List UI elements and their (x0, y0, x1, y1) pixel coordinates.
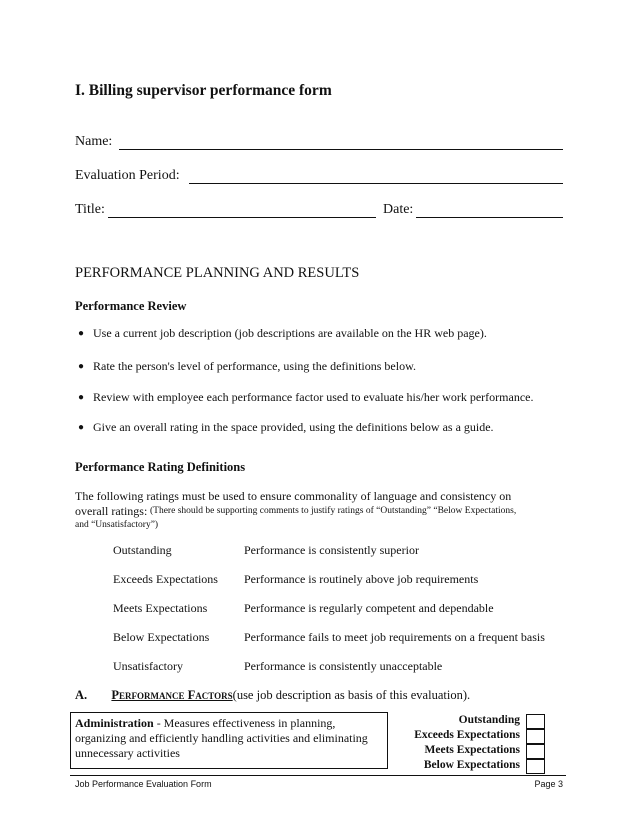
performance-factors-title: Performance Factors (111, 688, 233, 702)
date-label: Date: (383, 202, 414, 217)
bullet-icon: ● (78, 361, 85, 372)
rating-option-label: Meets Expectations (424, 744, 520, 756)
rating-checkbox-outstanding[interactable] (526, 714, 545, 729)
performance-factors-heading (75, 688, 470, 703)
definitions-intro-note: (There should be supporting comments to justify ratings of “Outstanding” “Below Expectations, (150, 506, 517, 516)
definitions-intro-line-1: The following ratings must be used to ensure commonality of language and consistency on (75, 489, 512, 503)
administration-text: organizing and efficiently handling activities and eliminating (75, 731, 368, 745)
administration-text: - Measures effectiveness in planning, (153, 716, 336, 730)
administration-box (70, 712, 388, 769)
rating-option-label: Outstanding (458, 714, 520, 726)
rating-name: Exceeds Expectations (113, 572, 218, 586)
rating-description: Performance is consistently unacceptable (244, 659, 443, 673)
rating-option-label: Exceeds Expectations (414, 729, 520, 741)
administration-text: unnecessary activities (75, 746, 180, 760)
performance-review-heading: Performance Review (75, 299, 187, 313)
rating-checkbox-exceeds[interactable] (526, 729, 545, 744)
rating-definitions-heading: Performance Rating Definitions (75, 460, 246, 474)
rating-name: Unsatisfactory (113, 659, 183, 673)
performance-factors-note: (use job description as basis of this evaluation). (232, 688, 471, 702)
bullet-icon: ● (78, 392, 85, 403)
rating-name: Below Expectations (113, 630, 210, 644)
rating-name: Meets Expectations (113, 601, 208, 615)
bullet-icon: ● (78, 422, 85, 433)
name-field[interactable] (119, 149, 563, 150)
section-heading-planning: PERFORMANCE PLANNING AND RESULTS (75, 265, 360, 281)
rating-name: Outstanding (113, 543, 172, 557)
page-title: I. Billing supervisor performance form (75, 82, 332, 99)
title-label: Title: (75, 202, 105, 217)
list-item: Give an overall rating in the space provided, using the definitions below as a guide. (93, 420, 494, 434)
title-field[interactable] (108, 217, 376, 218)
rating-option-label: Below Expectations (423, 759, 520, 771)
rating-checkbox-meets[interactable] (526, 744, 545, 759)
footer-document-title: Job Performance Evaluation Form (75, 779, 212, 789)
rating-description: Performance fails to meet job requirements on a frequent basis (244, 630, 545, 644)
rating-description: Performance is regularly competent and dependable (244, 601, 494, 615)
evaluation-period-label: Evaluation Period: (75, 168, 180, 183)
list-item: Review with employee each performance factor used to evaluate his/her work performance. (93, 390, 534, 404)
list-item: Rate the person's level of performance, using the definitions below. (93, 359, 416, 373)
bullet-icon: ● (78, 328, 85, 339)
name-label: Name: (75, 134, 113, 149)
rating-description: Performance is consistently superior (244, 543, 419, 557)
definitions-intro-line-3: and “Unsatisfactory”) (75, 520, 159, 530)
list-item: Use a current job description (job descriptions are available on the HR web page). (93, 326, 487, 340)
rating-description: Performance is routinely above job requirements (244, 572, 479, 586)
section-prefix: A. (75, 688, 88, 702)
footer-page-number: Page 3 (534, 779, 563, 789)
definitions-intro-line-2: overall ratings: (75, 504, 148, 518)
date-field[interactable] (416, 217, 563, 218)
administration-title: Administration (75, 716, 154, 730)
rating-checkbox-below[interactable] (526, 759, 545, 774)
evaluation-period-field[interactable] (189, 183, 563, 184)
footer-divider (70, 775, 566, 776)
